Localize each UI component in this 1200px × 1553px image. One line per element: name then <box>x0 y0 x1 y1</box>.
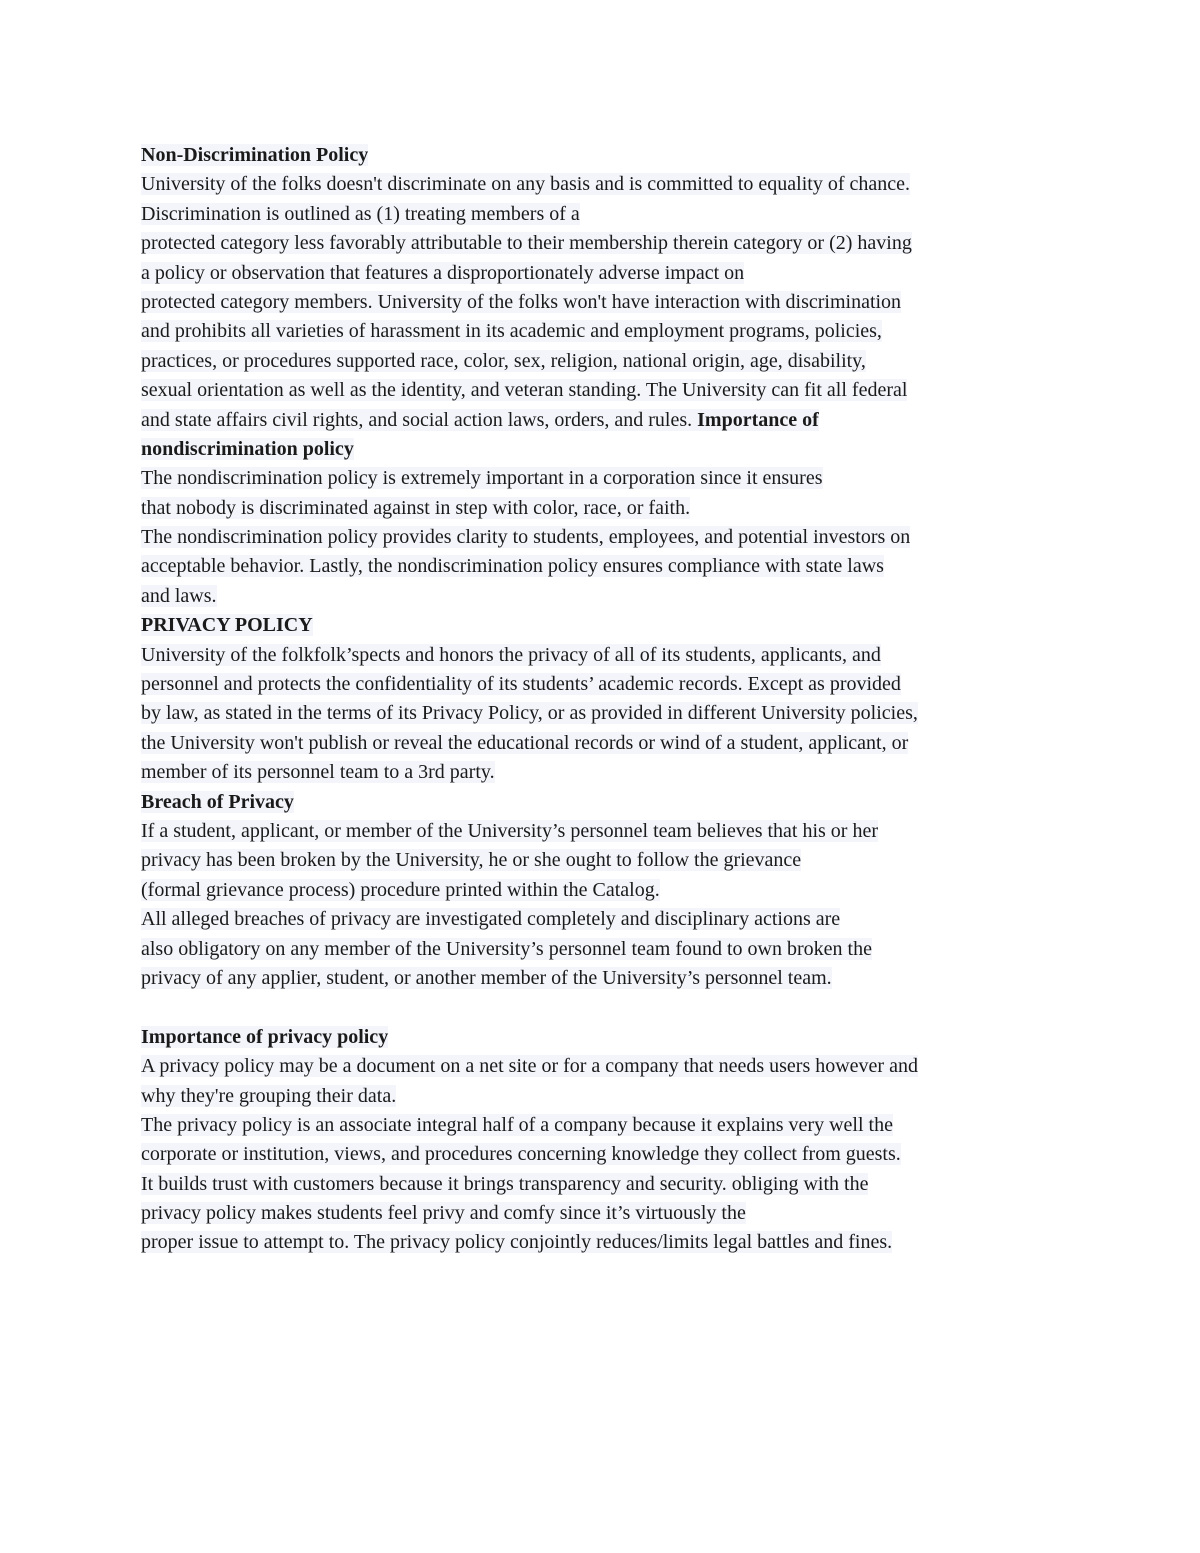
paragraph-line <box>141 552 1081 581</box>
paragraph-line <box>141 817 1081 846</box>
paragraph-line <box>141 464 1081 493</box>
paragraph-line <box>141 1170 1081 1199</box>
bold-text-segment: Non-Discrimination Policy <box>141 144 369 166</box>
paragraph-line <box>141 905 1081 934</box>
text-segment: sexual orientation as well as the identity, and veteran standing. The University can fit all federal <box>141 379 908 402</box>
paragraph-line <box>141 758 1081 787</box>
text-segment: corporate or institution, views, and procedures concerning knowledge they collect from guests. <box>141 1143 901 1166</box>
paragraph-line <box>141 170 1081 199</box>
paragraph-line <box>141 494 1081 523</box>
paragraph-line <box>141 1111 1081 1140</box>
text-segment: A privacy policy may be a document on a net site or for a company that needs users however and <box>141 1055 918 1078</box>
bold-text-segment: Importance of privacy policy <box>141 1025 389 1048</box>
text-segment: If a student, applicant, or member of the University’s personnel team believes that his or her <box>141 819 879 842</box>
text-segment: and laws. <box>141 584 217 607</box>
paragraph-line <box>141 1199 1081 1228</box>
text-segment: The nondiscrimination policy provides clarity to students, employees, and potential investors on <box>141 526 911 549</box>
text-segment: also obligatory on any member of the University’s personnel team found to own broken the <box>141 937 872 960</box>
blank-line <box>141 993 1081 1022</box>
section-heading-line <box>141 1023 1081 1052</box>
paragraph-line <box>141 259 1081 288</box>
paragraph-line <box>141 876 1081 905</box>
section-heading-line <box>141 788 1081 817</box>
bold-text-segment: Importance of <box>697 408 819 431</box>
text-segment: acceptable behavior. Lastly, the nondiscrimination policy ensures compliance with state laws <box>141 555 884 578</box>
paragraph-line <box>141 1228 1081 1257</box>
bold-text-segment: nondiscrimination policy <box>141 437 354 460</box>
paragraph-line <box>141 641 1081 670</box>
text-segment: privacy has been broken by the University, he or she ought to follow the grievance <box>141 849 802 872</box>
paragraph-line <box>141 729 1081 758</box>
text-segment: It builds trust with customers because it brings transparency and security. obliging with the <box>141 1172 869 1195</box>
text-segment: The privacy policy is an associate integral half of a company because it explains very well the <box>141 1113 893 1136</box>
section-heading-line <box>141 435 1081 464</box>
text-segment: and state affairs civil rights, and social action laws, orders, and rules. <box>141 408 698 431</box>
text-segment: why they're grouping their data. <box>141 1084 397 1107</box>
paragraph-line <box>141 406 1081 435</box>
paragraph-line <box>141 347 1081 376</box>
paragraph-line <box>141 1140 1081 1169</box>
text-segment: the University won't publish or reveal the educational records or wind of a student, applicant, or <box>141 731 909 754</box>
paragraph-line <box>141 699 1081 728</box>
section-heading-line <box>141 611 1081 640</box>
text-segment: University of the folkfolk’spects and honors the privacy of all of its students, applicants, and <box>141 643 881 666</box>
paragraph-line <box>141 523 1081 552</box>
text-segment: protected category members. University of the folks won't have interaction with discrimination <box>141 290 902 313</box>
text-segment: All alleged breaches of privacy are investigated completely and disciplinary actions are <box>141 908 841 931</box>
paragraph-line <box>141 964 1081 993</box>
text-segment: Discrimination is outlined as (1) treating members of a <box>141 202 580 225</box>
bold-text-segment: PRIVACY POLICY <box>141 614 313 637</box>
section-heading-line <box>141 141 1081 170</box>
text-segment: that nobody is discriminated against in step with color, race, or faith. <box>141 496 691 519</box>
paragraph-line <box>141 288 1081 317</box>
paragraph-line <box>141 670 1081 699</box>
text-segment: a policy or observation that features a disproportionately adverse impact on <box>141 261 745 284</box>
paragraph-line <box>141 200 1081 229</box>
text-segment: proper issue to attempt to. The privacy policy conjointly reduces/limits legal battles and fines. <box>141 1231 893 1254</box>
paragraph-line <box>141 935 1081 964</box>
text-segment: University of the folks doesn't discriminate on any basis and is committed to equality of chance. <box>141 173 910 196</box>
document-body <box>141 141 1081 1258</box>
text-segment: by law, as stated in the terms of its Privacy Policy, or as provided in different University policies, <box>141 702 918 725</box>
paragraph-line <box>141 376 1081 405</box>
paragraph-line <box>141 582 1081 611</box>
text-segment: member of its personnel team to a 3rd party. <box>141 761 495 784</box>
text-segment: (formal grievance process) procedure printed within the Catalog. <box>141 878 660 901</box>
text-segment: privacy policy makes students feel privy and comfy since it’s virtuously the <box>141 1202 746 1225</box>
paragraph-line <box>141 846 1081 875</box>
text-segment: and prohibits all varieties of harassment in its academic and employment programs, policies, <box>141 320 882 343</box>
paragraph-line <box>141 317 1081 346</box>
bold-text-segment: Breach of Privacy <box>141 790 294 813</box>
text-segment: personnel and protects the confidentiality of its students’ academic records. Except as provided <box>141 673 901 696</box>
text-segment: privacy of any applier, student, or another member of the University’s personnel team. <box>141 966 832 989</box>
text-segment: practices, or procedures supported race, color, sex, religion, national origin, age, disability, <box>141 349 866 372</box>
paragraph-line <box>141 1082 1081 1111</box>
paragraph-line <box>141 229 1081 258</box>
text-segment: protected category less favorably attributable to their membership therein category or (2) having <box>141 232 912 255</box>
text-segment: The nondiscrimination policy is extremely important in a corporation since it ensures <box>141 467 823 490</box>
paragraph-line <box>141 1052 1081 1081</box>
